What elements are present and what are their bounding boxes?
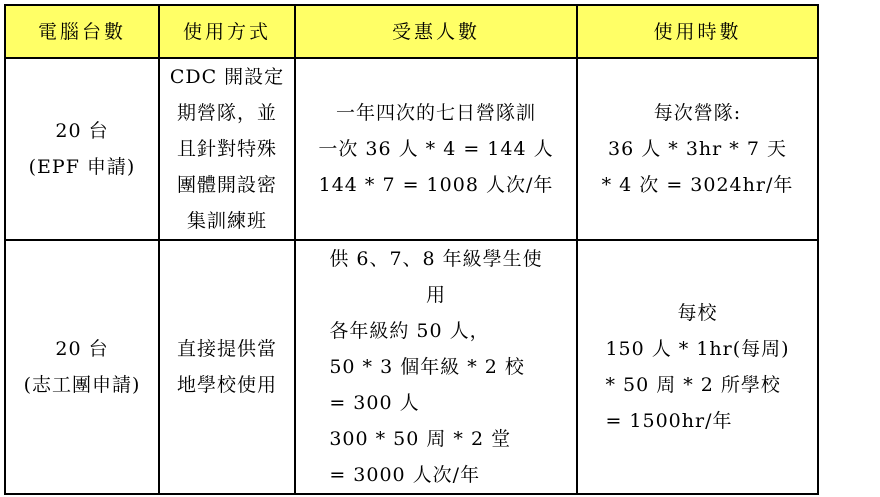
- cell-usage: [159, 240, 295, 494]
- header-row: [5, 5, 818, 58]
- cell-line: 期營隊，並: [176, 102, 277, 124]
- cell-line: 50 * 3 個年級 * 2 校: [329, 356, 525, 378]
- cell-line: 300 * 50 周 * 2 堂: [329, 428, 512, 450]
- table-row: [5, 240, 818, 494]
- cell-computers: [5, 58, 159, 240]
- cell-line: 每次營隊:: [653, 102, 742, 124]
- cell-line: 地學校使用: [176, 374, 277, 396]
- header-beneficiaries: 受惠人數: [295, 5, 577, 58]
- cell-line: (志工團申請): [23, 374, 141, 396]
- table-row: [5, 58, 818, 240]
- cell-line: 團體開設密: [176, 174, 277, 196]
- cell-line: (EPF 申請): [28, 156, 136, 178]
- cell-line: 各年級約 50 人，: [329, 320, 490, 342]
- cell-line: = 1500hr/年: [605, 410, 733, 432]
- cell-line: 每校: [677, 302, 718, 324]
- cell-beneficiaries: [295, 240, 577, 494]
- cell-line: * 50 周 * 2 所學校: [605, 374, 781, 396]
- cell-line: 20 台: [55, 120, 109, 142]
- cell-line: 36 人 * 3hr * 7 天: [608, 138, 787, 160]
- cell-line: = 3000 人次/年: [329, 464, 481, 486]
- cell-line: 150 人 * 1hr(每周): [605, 338, 790, 360]
- header-usage: 使用方式: [159, 5, 295, 58]
- cell-beneficiaries: [295, 58, 577, 240]
- header-computers: 電腦台數: [5, 5, 159, 58]
- cell-line: 20 台: [55, 338, 109, 360]
- cell-line: 且針對特殊: [176, 138, 277, 160]
- cell-line: 集訓練班: [186, 210, 267, 232]
- cell-line: CDC 開設定: [169, 66, 285, 88]
- cell-line: 一次 36 人 * 4 = 144 人: [318, 138, 554, 160]
- data-table: [4, 4, 819, 495]
- cell-usage: [159, 58, 295, 240]
- cell-line: = 300 人: [329, 392, 420, 414]
- cell-hours: [577, 58, 818, 240]
- cell-hours: [577, 240, 818, 494]
- cell-line: 一年四次的七日營隊訓: [335, 102, 536, 124]
- cell-line: 直接提供當: [176, 338, 277, 360]
- cell-line: 用: [425, 284, 446, 306]
- cell-line: * 4 次 = 3024hr/年: [601, 174, 794, 196]
- cell-line: 144 * 7 = 1008 人次/年: [318, 174, 554, 196]
- cell-computers: [5, 240, 159, 494]
- header-hours: 使用時數: [577, 5, 818, 58]
- cell-line: 供 6、7、8 年級學生使: [329, 248, 543, 270]
